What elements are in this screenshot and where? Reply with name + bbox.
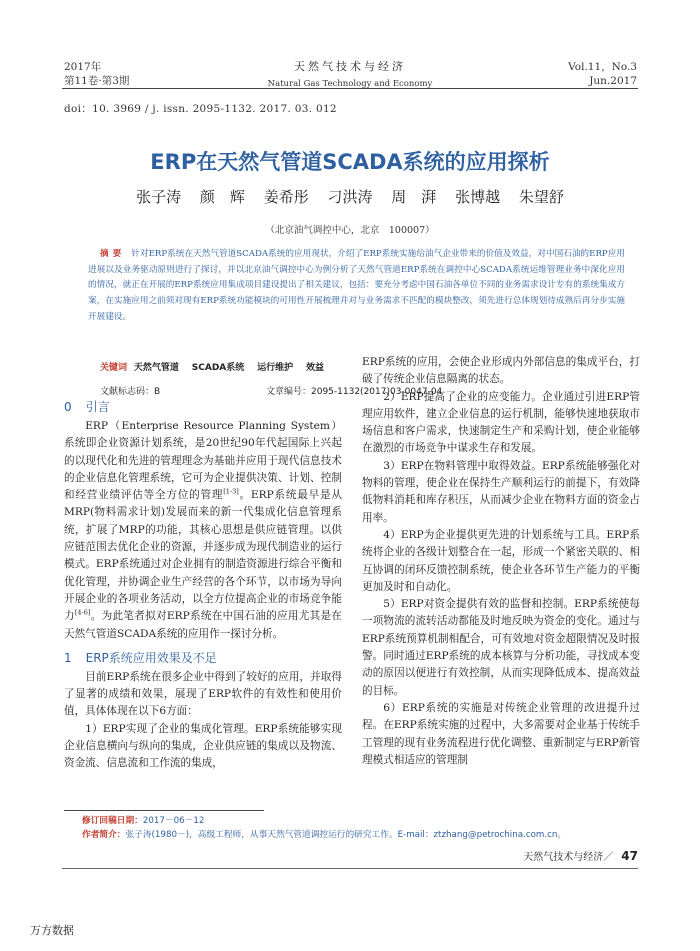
author: 张博越 (455, 188, 501, 206)
abstract (88, 247, 625, 326)
intro-paragraph (64, 418, 342, 643)
section-heading-1 (64, 647, 342, 669)
text-run: ERP（Enterprise Resource Planning System）系统即企业资源计划系统，是20世纪90年代起国际上兴起的以现代化和先进的管理理念为基础并应用于现代信息技术的企业信息化管理系统，它可为企业提供决策、计划、控制和经营业绩评估等全方位的管理 (64, 420, 342, 502)
document-code: 文献标志码：B (100, 387, 161, 397)
section-title: ERP系统应用效果及不足 (85, 650, 217, 665)
text-run: 。为此笔者拟对ERP系统在中国石油的应用尤其是在天然气管道SCADA系统的应用作一探讨分析。 (64, 610, 343, 640)
watermark: 万方数据 (30, 924, 74, 937)
keywords (100, 360, 334, 373)
paragraph: 3）ERP在物料管理中取得效益。ERP系统能够强化对物料的管理，使企业在保持生产顺利运行的前提下，有效降低物料消耗和库存积压，从而减少企业在物料方面的资金占用率。 (362, 459, 640, 524)
header-journal-en: Natural Gas Technology and Economy (267, 79, 433, 89)
section-heading-intro (64, 396, 342, 418)
paragraph: ERP系统的应用，会使企业形成内外部信息的集成平台，打破了传统企业信息隔离的状态。 (362, 356, 640, 386)
left-column (64, 396, 342, 773)
header-journal-cn: 天然气技术与经济 (294, 60, 406, 73)
page-number: 47 (621, 849, 638, 863)
author: 朱望舒 (518, 188, 564, 206)
doi: doi：10. 3969 / j. issn. 2095-1132. 2017. 03. 012 (64, 103, 337, 115)
header-year: 2017年 (64, 61, 102, 73)
article-number: 文章编号：2095-1132(2017)03-0047-04 (266, 387, 443, 397)
header-issue-en (568, 60, 637, 88)
text-run: 。ERP系统最早是从MRP(物料需求计划)发展而来的新一代集成化信息管理系统，扩展了MRP的功能，其核心思想是供应链管理。以供应链范围去优化企业的资源，并逐步成为现代制造业的运行模式。ERP系统通过对企业拥有的制造资源进行综合平衡和优化管理，并协调企业生产经营的各个环节，以市场为导向开展企业的各项业务活动，以全方位提高企业的市场竞争能力 (64, 489, 343, 623)
abstract-label: 摘要 (100, 249, 126, 259)
footnote-received (82, 814, 204, 826)
footer-rule (62, 868, 638, 869)
citation: [1-3] (223, 487, 239, 496)
paragraph: 6）ERP系统的实施是对传统企业管理的改进提升过程。在ERP系统实施的过程中，大多需要对企业基于传统手工管理的现有业务流程进行优化调整、重新制定与ERP新管理模式相适应的管理制 (362, 701, 640, 766)
keyword: 运行维护 (257, 363, 294, 373)
section-number: 0 (64, 400, 72, 414)
author: 周 湃 (391, 188, 437, 206)
paragraph: 1）ERP实现了企业的集成化管理。ERP系统能够实现企业信息横向与纵向的集成，企业供应链的集成以及物流、资金流、信息流和工作流的集成， (64, 722, 342, 770)
paragraph: 目前ERP系统在很多企业中得到了较好的应用，并取得了显著的成绩和效果，展现了ERP软件的有效性和使用价值，具体体现在以下6方面： (64, 670, 342, 718)
paragraph: 2）ERP提高了企业的应变能力。企业通过引进ERP管理应用软件，建立企业信息的运行机制，能够快速地获取市场信息和客户需求，快速制定生产和采购计划，使企业能够在激烈的市场竞争中谋求生存和发展。 (362, 390, 640, 455)
footnote-rule (64, 810, 264, 811)
citation: [4-6] (74, 608, 91, 617)
header-date-en: Jun.2017 (589, 75, 637, 87)
section-number: 1 (64, 650, 72, 665)
received-date: 2017－06－12 (142, 816, 205, 826)
section-title: 引言 (85, 400, 110, 414)
affiliation: （北京油气调控中心，北京 100007） (265, 225, 435, 236)
header-volume-cn: 第11卷·第3期 (64, 75, 130, 87)
keyword: 天然气管道 (133, 363, 179, 373)
paragraph: 5）ERP对资金提供有效的监督和控制。ERP系统使每一项物流的流转活动都能及时地反映为资金的变化。通过与ERP系统预算机制相配合，可有效地对资金超限情况及时报警。同时通过ERP系统的成本核算与分析功能，寻找成本变动的原因以便进行有效控制，从而实现降低成本、提高效益的目标。 (362, 598, 640, 697)
footer-journal: 天然气技术与经济／ (523, 852, 614, 863)
paper-title: ERP在天然气管道SCADA系统的应用探析 (150, 150, 550, 174)
header-rule (62, 88, 638, 89)
author: 刁洪涛 (327, 188, 373, 206)
author-bio: 张子涛(1980－)，高级工程师，从事天然气管道调控运行的研究工作。E-mail：ztzhang@petrochina.com.cn。 (125, 830, 567, 840)
author: 颜 辉 (199, 188, 245, 206)
footnote-label: 作者简介： (82, 830, 126, 840)
keywords-label: 关键词 (100, 363, 128, 373)
footnote-author (82, 828, 566, 840)
keyword: 效益 (306, 363, 325, 373)
authors (0, 186, 700, 207)
keyword: SCADA系统 (191, 363, 245, 373)
right-column (362, 354, 640, 769)
abstract-text: 针对ERP系统在天然气管道SCADA系统的应用现状，介绍了ERP系统实施给油气企业带来的价值及效益，对中国石油的ERP应用进展以及业务驱动原则进行了探讨，并以北京油气调控中心为例分析了天然气管道ERP系统在调控中心SCADA系统运维管理业务中深化应用的情况，就正在开展的ERP系统应用集成项目建设提出了相关建议，包括：要充分考虑中国石油各单位不同的业务需求设计专有的系统集成方案，在实施应用之前须对现有ERP系统功能模块的可用性开展梳理并对与业务需求不匹配的模块整改，须先进行总体规划待成熟后再分步实施开展建设。 (88, 249, 625, 322)
header-volume-en: Vol.11，No.3 (568, 61, 637, 73)
author: 张子涛 (136, 188, 182, 206)
footnote-label: 修订回稿日期： (82, 816, 143, 826)
paragraph: 4）ERP为企业提供更先进的计划系统与工具。ERP系统将企业的各级计划整合在一起，形成一个紧密关联的、相互协调的闭环反馈控制系统，使企业各环节生产能力的平衡更加及时和自动化。 (362, 528, 640, 593)
page-footer (523, 848, 638, 863)
author: 姜希彤 (263, 188, 309, 206)
